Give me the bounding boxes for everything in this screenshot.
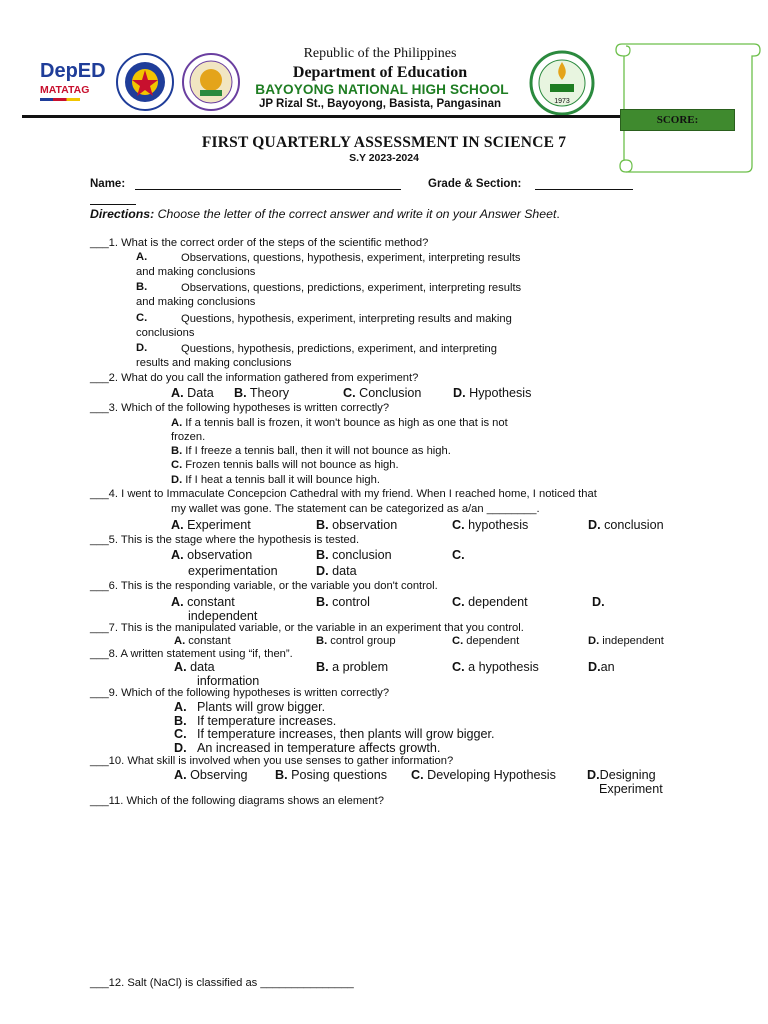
question-7-stem: ___7. This is the manipulated variable, or the variable in an experiment that you control. [90,622,524,634]
grade-section-blank-line [535,189,633,190]
q3-option-a-cont: frozen. [171,431,206,443]
q10-option-c: C. Developing Hypothesis [411,768,556,782]
exam-title: FIRST QUARTERLY ASSESSMENT IN SCIENCE 7 [201,134,567,151]
deped-wordmark: DepED [40,60,106,82]
q4-option-a: A. Experiment [171,518,251,532]
q5-option-d: D. data [316,564,357,578]
q9-option-c-letter: C. [174,727,187,741]
q8-option-d: D.an [588,660,615,674]
q3-option-b: B. If I freeze a tennis ball, then it will not bounce as high. [171,445,451,457]
q7-option-a: A. constant [174,635,231,647]
q10-option-d: D.Designing [587,768,656,782]
department-text: Department of Education [292,64,468,81]
deped-logo [40,60,106,104]
q3-option-a: A. If a tennis ball is frozen, it won't bounce as high as one that is not [171,417,508,429]
q6-option-b: B. control [316,595,370,609]
q5-option-c-text: experimentation [188,564,278,578]
question-1-stem: ___1. What is the correct order of the steps of the scientific method? [90,237,429,249]
q4-option-c: C. hypothesis [452,518,529,532]
q8-option-b: B. a problem [316,660,389,674]
q6-option-a: A. constant [171,595,235,609]
deped-seal-icon [112,52,178,112]
name-label: Name: [90,178,126,190]
directions-label: Directions: [90,207,155,221]
question-2-stem: ___2. What do you call the information gathered from experiment? [90,372,419,384]
question-12-stem: ___12. Salt (NaCl) is classified as _______________ [90,977,354,989]
q9-option-c-text: If temperature increases, then plants will grow bigger. [197,727,495,741]
q10-option-a: A. Observing [174,768,248,782]
q9-option-d-letter: D. [174,741,187,755]
q8-option-a-cont: information [197,674,260,688]
q5-option-c-letter: C. [452,548,465,562]
q6-option-d-text: independent [188,609,258,623]
q4-option-d: D. conclusion [588,518,664,532]
score-label: SCORE: [656,114,699,126]
q8-option-a: A. data [174,660,215,674]
division-seal-icon [180,52,242,112]
q2-option-a: A. Data [171,386,214,400]
q7-option-b: B. control group [316,635,396,647]
q9-option-d-text: An increased in temperature affects growth. [197,741,441,755]
q5-option-b: B. conclusion [316,548,392,562]
q1-option-c-cont: conclusions [136,327,195,339]
name-blank-line [135,189,401,190]
q1-option-d-cont: results and making conclusions [136,357,292,369]
directions [90,207,560,221]
q9-option-a-text: Plants will grow bigger. [197,700,326,714]
grade-section-label: Grade & Section: [428,178,522,190]
q3-option-c: C. Frozen tennis balls will not bounce as high. [171,459,399,471]
q3-option-d: D. If I heat a tennis ball it will bounce high. [171,474,380,486]
q9-option-b-text: If temperature increases. [197,714,337,728]
question-6-stem: ___6. This is the responding variable, or the variable you don't control. [90,580,438,592]
question-9-stem: ___9. Which of the following hypotheses is written correctly? [90,687,390,699]
q2-option-b: B. Theory [234,386,290,400]
q1-option-c-text: Questions, hypothesis, experiment, interpreting results and making [181,313,512,325]
q10-option-d-cont: Experiment [599,782,663,796]
q7-option-d: D. independent [588,635,664,647]
directions-period: . [556,207,560,221]
school-year: S.Y 2023-2024 [349,152,419,164]
q1-option-a-letter: A. [136,251,148,263]
header-rule [22,115,620,118]
q1-option-b-letter: B. [136,281,148,293]
q1-option-b-cont: and making conclusions [136,296,256,308]
q2-option-c: C. Conclusion [343,386,422,400]
question-4-stem-cont: my wallet was gone. The statement can be categorized as a/an ________. [171,503,540,515]
q1-option-d-text: Questions, hypothesis, predictions, experiment, and interpreting [181,343,497,355]
question-8-stem: ___8. A written statement using “if, then”. [90,648,293,660]
school-name: BAYOYONG NATIONAL HIGH SCHOOL [255,82,509,97]
question-5-stem: ___5. This is the stage where the hypothesis is tested. [90,534,360,546]
q1-option-d-letter: D. [136,342,148,354]
score-scroll-frame [612,38,762,178]
q4-option-b: B. observation [316,518,398,532]
republic-text: Republic of the Philippines [303,46,457,61]
matatag-stripes [40,98,80,101]
school-seal-icon [524,50,600,116]
grade-section-blank-line-cont [90,204,136,205]
q1-option-a-cont: and making conclusions [136,266,256,278]
q6-option-d-letter: D. [592,595,605,609]
q7-option-c: C. dependent [452,635,520,647]
school-address: JP Rizal St., Bayoyong, Basista, Pangasinan [258,98,501,110]
question-4-stem: ___4. I went to Immaculate Concepcion Cathedral with my friend. When I reached home, I noticed that [90,488,597,500]
q1-option-c-letter: C. [136,312,148,324]
q1-option-a-text: Observations, questions, hypothesis, experiment, interpreting results [181,252,521,264]
question-10-stem: ___10. What skill is involved when you use senses to gather information? [90,755,454,767]
directions-text: Choose the letter of the correct answer and write it on your Answer Sheet [154,207,557,221]
q2-option-d: D. Hypothesis [453,386,532,400]
q6-option-c: C. dependent [452,595,528,609]
score-box [620,109,735,131]
q8-option-c: C. a hypothesis [452,660,539,674]
school-seal-year: 1973 [554,98,570,105]
q9-option-a-letter: A. [174,700,187,714]
q10-option-b: B. Posing questions [275,768,388,782]
matatag-wordmark: MATATAG [40,84,90,96]
question-3-stem: ___3. Which of the following hypotheses is written correctly? [90,402,390,414]
q1-option-b-text: Observations, questions, predictions, experiment, interpreting results [181,282,522,294]
q9-option-b-letter: B. [174,714,187,728]
question-11-stem: ___11. Which of the following diagrams shows an element? [90,795,384,807]
q5-option-a: A. observation [171,548,253,562]
